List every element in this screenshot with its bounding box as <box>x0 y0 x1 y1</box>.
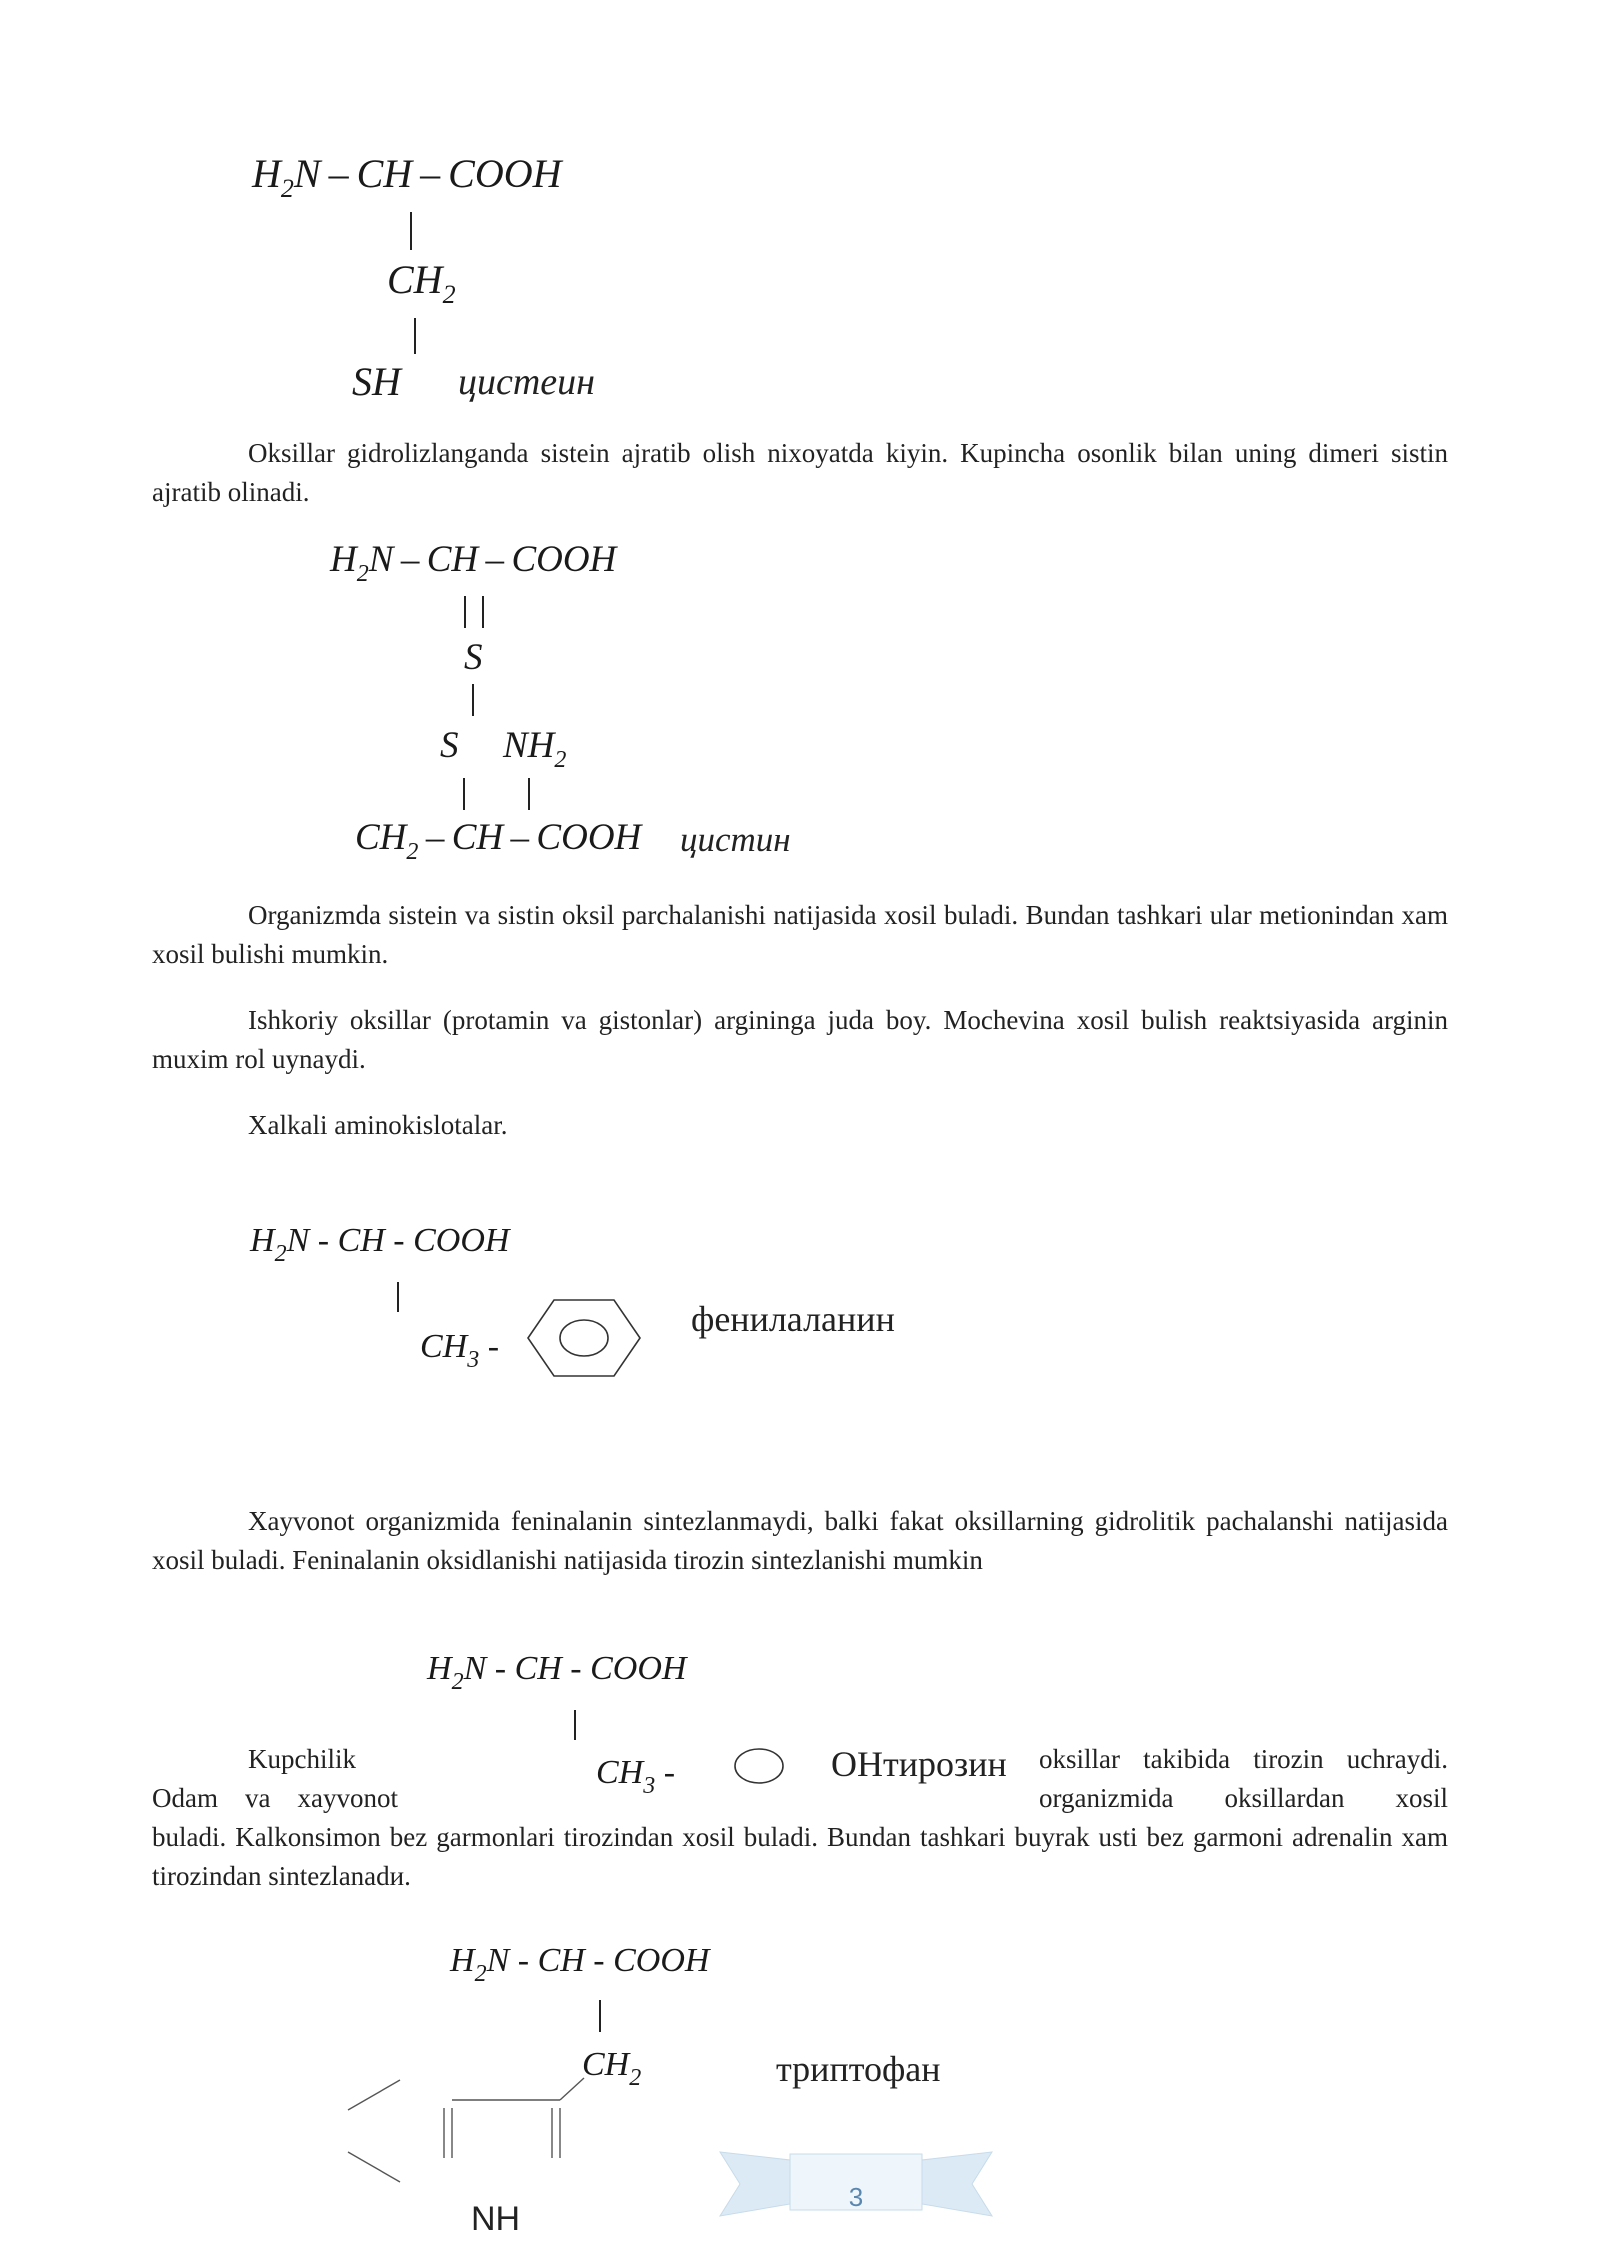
bond-line <box>410 212 412 250</box>
cystin-formula-top: $H_2N$ – CH – COOH <box>330 539 617 587</box>
cystin-s2: S <box>440 725 459 766</box>
tryptophan-ch2: $CH_2$ <box>582 2046 642 2091</box>
bond-line <box>574 1710 576 1740</box>
paragraph-1-text: Oksillar gidrolizlanganda sistein ajratib olish nixoyatda kiyin. Kupincha osonlik bilan uning dimeri sistin ajratib olinadi. <box>152 438 1448 507</box>
paragraph-1 <box>152 434 1448 512</box>
paragraph-4 <box>152 1106 1448 1145</box>
tyrosine-formula-top: $H_2N$ - CH - COOH <box>427 1650 687 1695</box>
tryptophan-name: триптофан <box>776 2049 941 2089</box>
paragraph-6-left-2: Odam va xayvonot <box>152 1783 398 1813</box>
page-number: 3 <box>848 2182 864 2212</box>
tryptophan-nh: NH <box>471 2200 521 2238</box>
paragraph-6-rest-text: buladi. Kalkonsimon bez garmonlari tirozindan xosil buladi. Bundan tashkari buyrak usti bez garmoni adrenalin xam tirozindan sintezlanadи. <box>152 1822 1448 1891</box>
paragraph-4-text: Xalkali aminokislotalar. <box>248 1110 508 1140</box>
cystin-s1: S <box>464 637 483 678</box>
tyrosine-name: тирозин <box>883 1744 1007 1784</box>
phenylalanine-formula-top: $H_2N$ - CH - COOH <box>250 1222 510 1267</box>
tyrosine-label <box>831 1743 1007 1785</box>
cystein-name: цистеин <box>458 361 596 403</box>
paragraph-5 <box>152 1502 1448 1580</box>
cystin-bottom: $CH_2$ – CH – COOH <box>355 817 642 865</box>
indole-ring-icon <box>340 2060 600 2190</box>
bond-line <box>414 318 416 354</box>
tyrosine-ch3: $CH_3$ - <box>596 1754 676 1799</box>
phenylalanine-name: фенилаланин <box>691 1299 895 1339</box>
paragraph-3-text: Ishkoriy oksillar (protamin va gistonlar) argininga juda boy. Mochevina xosil bulish reaktsiyasida arginin muxim rol uynaydi. <box>152 1005 1448 1074</box>
cystein-top-text: $H_2N$ – CH – COOH <box>252 151 562 203</box>
cystin-name: цистин <box>680 820 791 859</box>
cystein-formula-top <box>252 150 562 204</box>
bond-line <box>472 684 474 716</box>
bond-line <box>397 1282 399 1312</box>
bond-line <box>463 778 465 810</box>
bond-line <box>528 778 530 810</box>
benzene-ring-icon <box>526 1298 642 1378</box>
paragraph-3 <box>152 1001 1448 1079</box>
paragraph-6-rest <box>152 1818 1448 1896</box>
phenylalanine-ch3: $CH_3$ - <box>420 1328 500 1373</box>
paragraph-5-text: Xayvonot organizmida feninalanin sintezlanmaydi, balki fakat oksillarning gidrolitik pachalanshi natijasida xosil buladi. Feninalanin oksidlanishi natijasida tirozin sintezlanishi mumkin <box>152 1506 1448 1575</box>
bond-line <box>464 596 466 628</box>
bond-line <box>599 2000 601 2032</box>
cystin-nh2: $NH_2$ <box>503 725 567 773</box>
tyrosine-oh: OH <box>831 1744 883 1784</box>
benzene-ring-icon <box>732 1746 786 1786</box>
cystein-ch2: $CH_2$ <box>387 257 456 309</box>
bond-line <box>482 596 484 628</box>
paragraph-2 <box>152 896 1448 974</box>
paragraph-6-left-1: Kupchilik <box>248 1744 356 1774</box>
paragraph-6-right-1: oksillar takibida tirozin uchraydi. <box>1039 1744 1448 1774</box>
paragraph-6-right-2: organizmida oksillardan xosil <box>1039 1783 1448 1813</box>
tryptophan-formula-top: $H_2N$ - CH - COOH <box>450 1942 710 1987</box>
cystein-sh: SH <box>352 359 401 404</box>
paragraph-2-text: Organizmda sistein va sistin oksil parchalanishi natijasida xosil buladi. Bundan tashkari ular metionindan xam xosil bulishi mumkin. <box>152 900 1448 969</box>
